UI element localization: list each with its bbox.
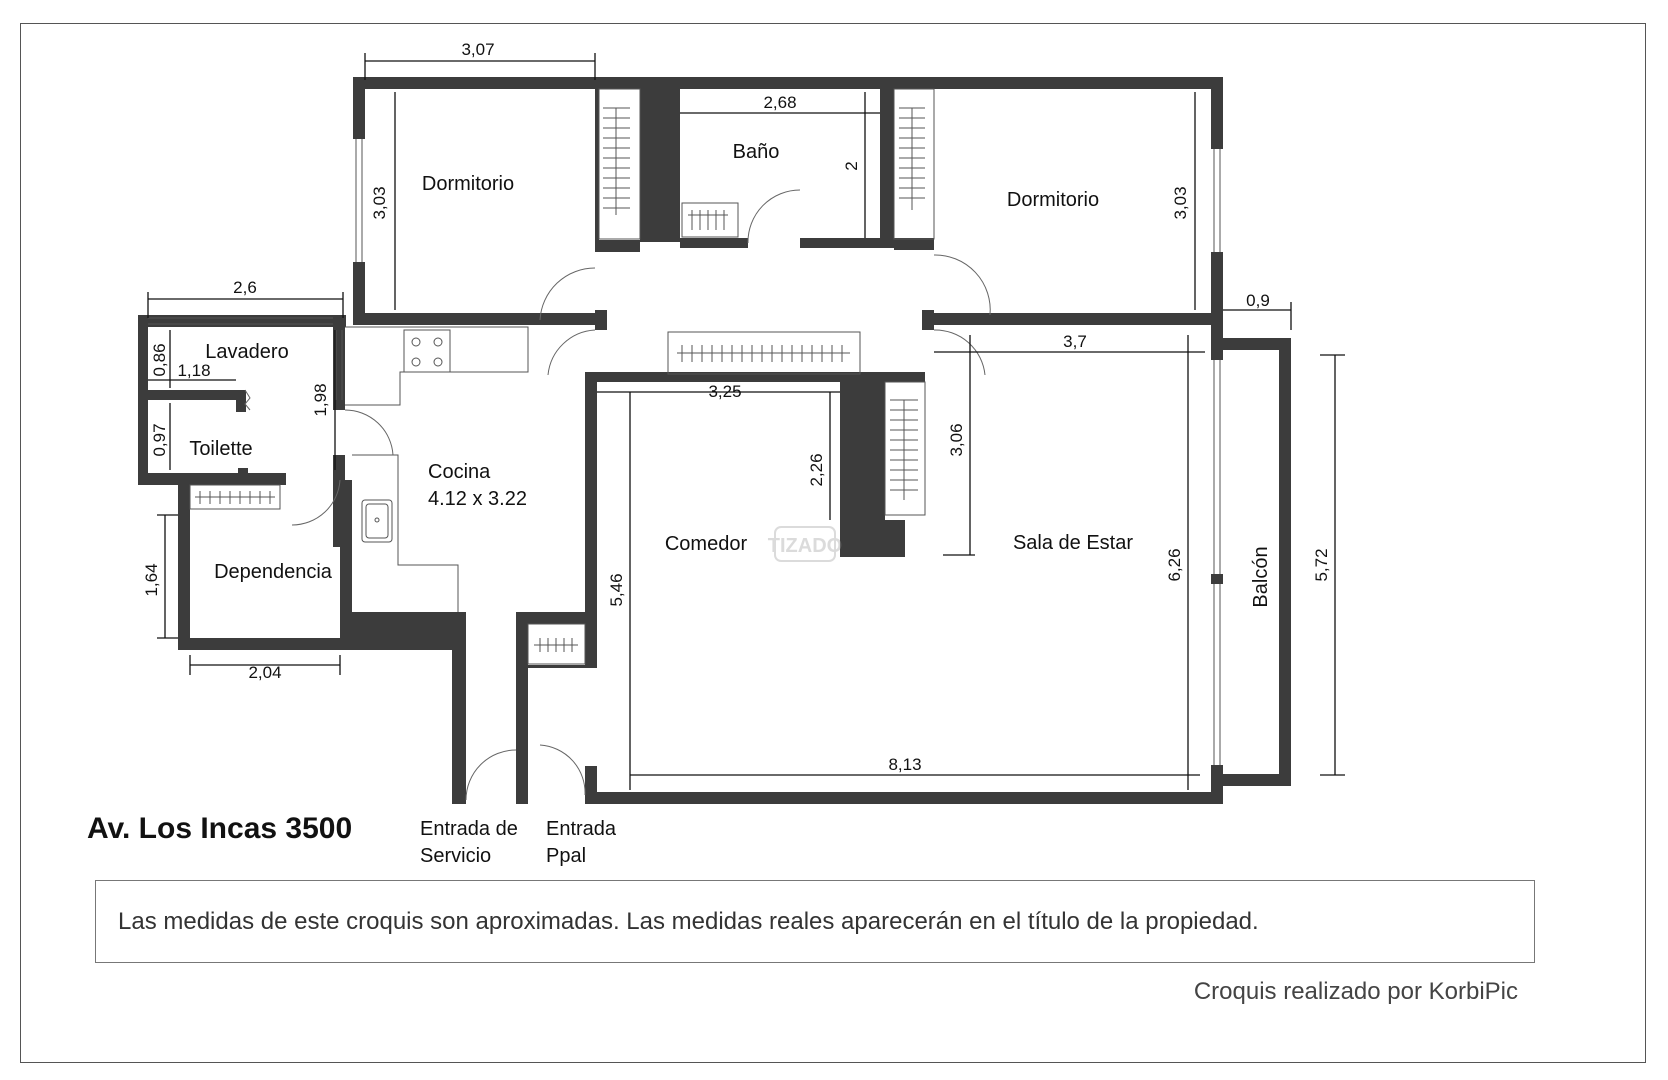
address-title: Av. Los Incas 3500 [87, 812, 353, 845]
room-cocina: Cocina [428, 461, 491, 483]
dim-3-7: 3,7 [1063, 332, 1087, 351]
disclaimer-box [95, 880, 1535, 963]
dim-0-9: 0,9 [1246, 291, 1270, 310]
dim-2-6: 2,6 [233, 278, 257, 297]
dim-3-03-left: 3,03 [370, 186, 389, 220]
dim-1-18: 1,18 [177, 361, 211, 380]
dim-3-25: 3,25 [708, 382, 742, 401]
dim-2-68: 2,68 [763, 93, 797, 112]
dim-3-03-right: 3,03 [1171, 186, 1190, 220]
dim-2: 2 [842, 161, 861, 171]
entrance-service-line2: Servicio [420, 845, 492, 867]
room-comedor: Comedor [664, 533, 748, 555]
dim-3-06: 3,06 [947, 423, 966, 457]
dim-1-98: 1,98 [311, 383, 330, 417]
dim-2-26: 2,26 [807, 453, 826, 487]
dimension-lines [148, 53, 1345, 790]
dim-2-04: 2,04 [248, 663, 282, 682]
dim-0-86: 0,86 [150, 343, 169, 377]
dim-5-46: 5,46 [607, 573, 626, 607]
dim-5-72: 5,72 [1312, 548, 1331, 582]
room-balcon: Balcón [1250, 546, 1272, 608]
room-sala-de-estar: Sala de Estar [1012, 532, 1134, 554]
entrance-main-line1: Entrada [546, 818, 617, 840]
room-dependencia: Dependencia [214, 561, 332, 583]
dim-6-26: 6,26 [1165, 548, 1184, 582]
dim-1-64: 1,64 [142, 563, 161, 597]
windows [148, 139, 1220, 765]
dim-3-07: 3,07 [461, 40, 495, 59]
dim-0-97: 0,97 [150, 423, 169, 457]
room-dormitorio-left: Dormitorio [421, 173, 515, 195]
walls [138, 77, 1291, 804]
entrance-main-line2: Ppal [546, 845, 587, 867]
room-bano: Baño [732, 141, 780, 163]
watermark [768, 527, 842, 561]
room-lavadero: Lavadero [205, 341, 289, 363]
entrance-service-line1: Entrada de [420, 818, 518, 840]
room-dormitorio-right: Dormitorio [1006, 189, 1100, 211]
room-cocina-size: 4.12 x 3.22 [428, 488, 527, 510]
credit-text: Croquis realizado por KorbiPic [1193, 978, 1518, 1005]
disclaimer-text: Las medidas de este croquis son aproximadas. Las medidas reales aparecerán en el título de la propiedad. [118, 907, 1259, 935]
watermark-text: TIZADO [767, 535, 843, 557]
room-toilette: Toilette [189, 438, 253, 460]
dim-8-13: 8,13 [888, 755, 922, 774]
